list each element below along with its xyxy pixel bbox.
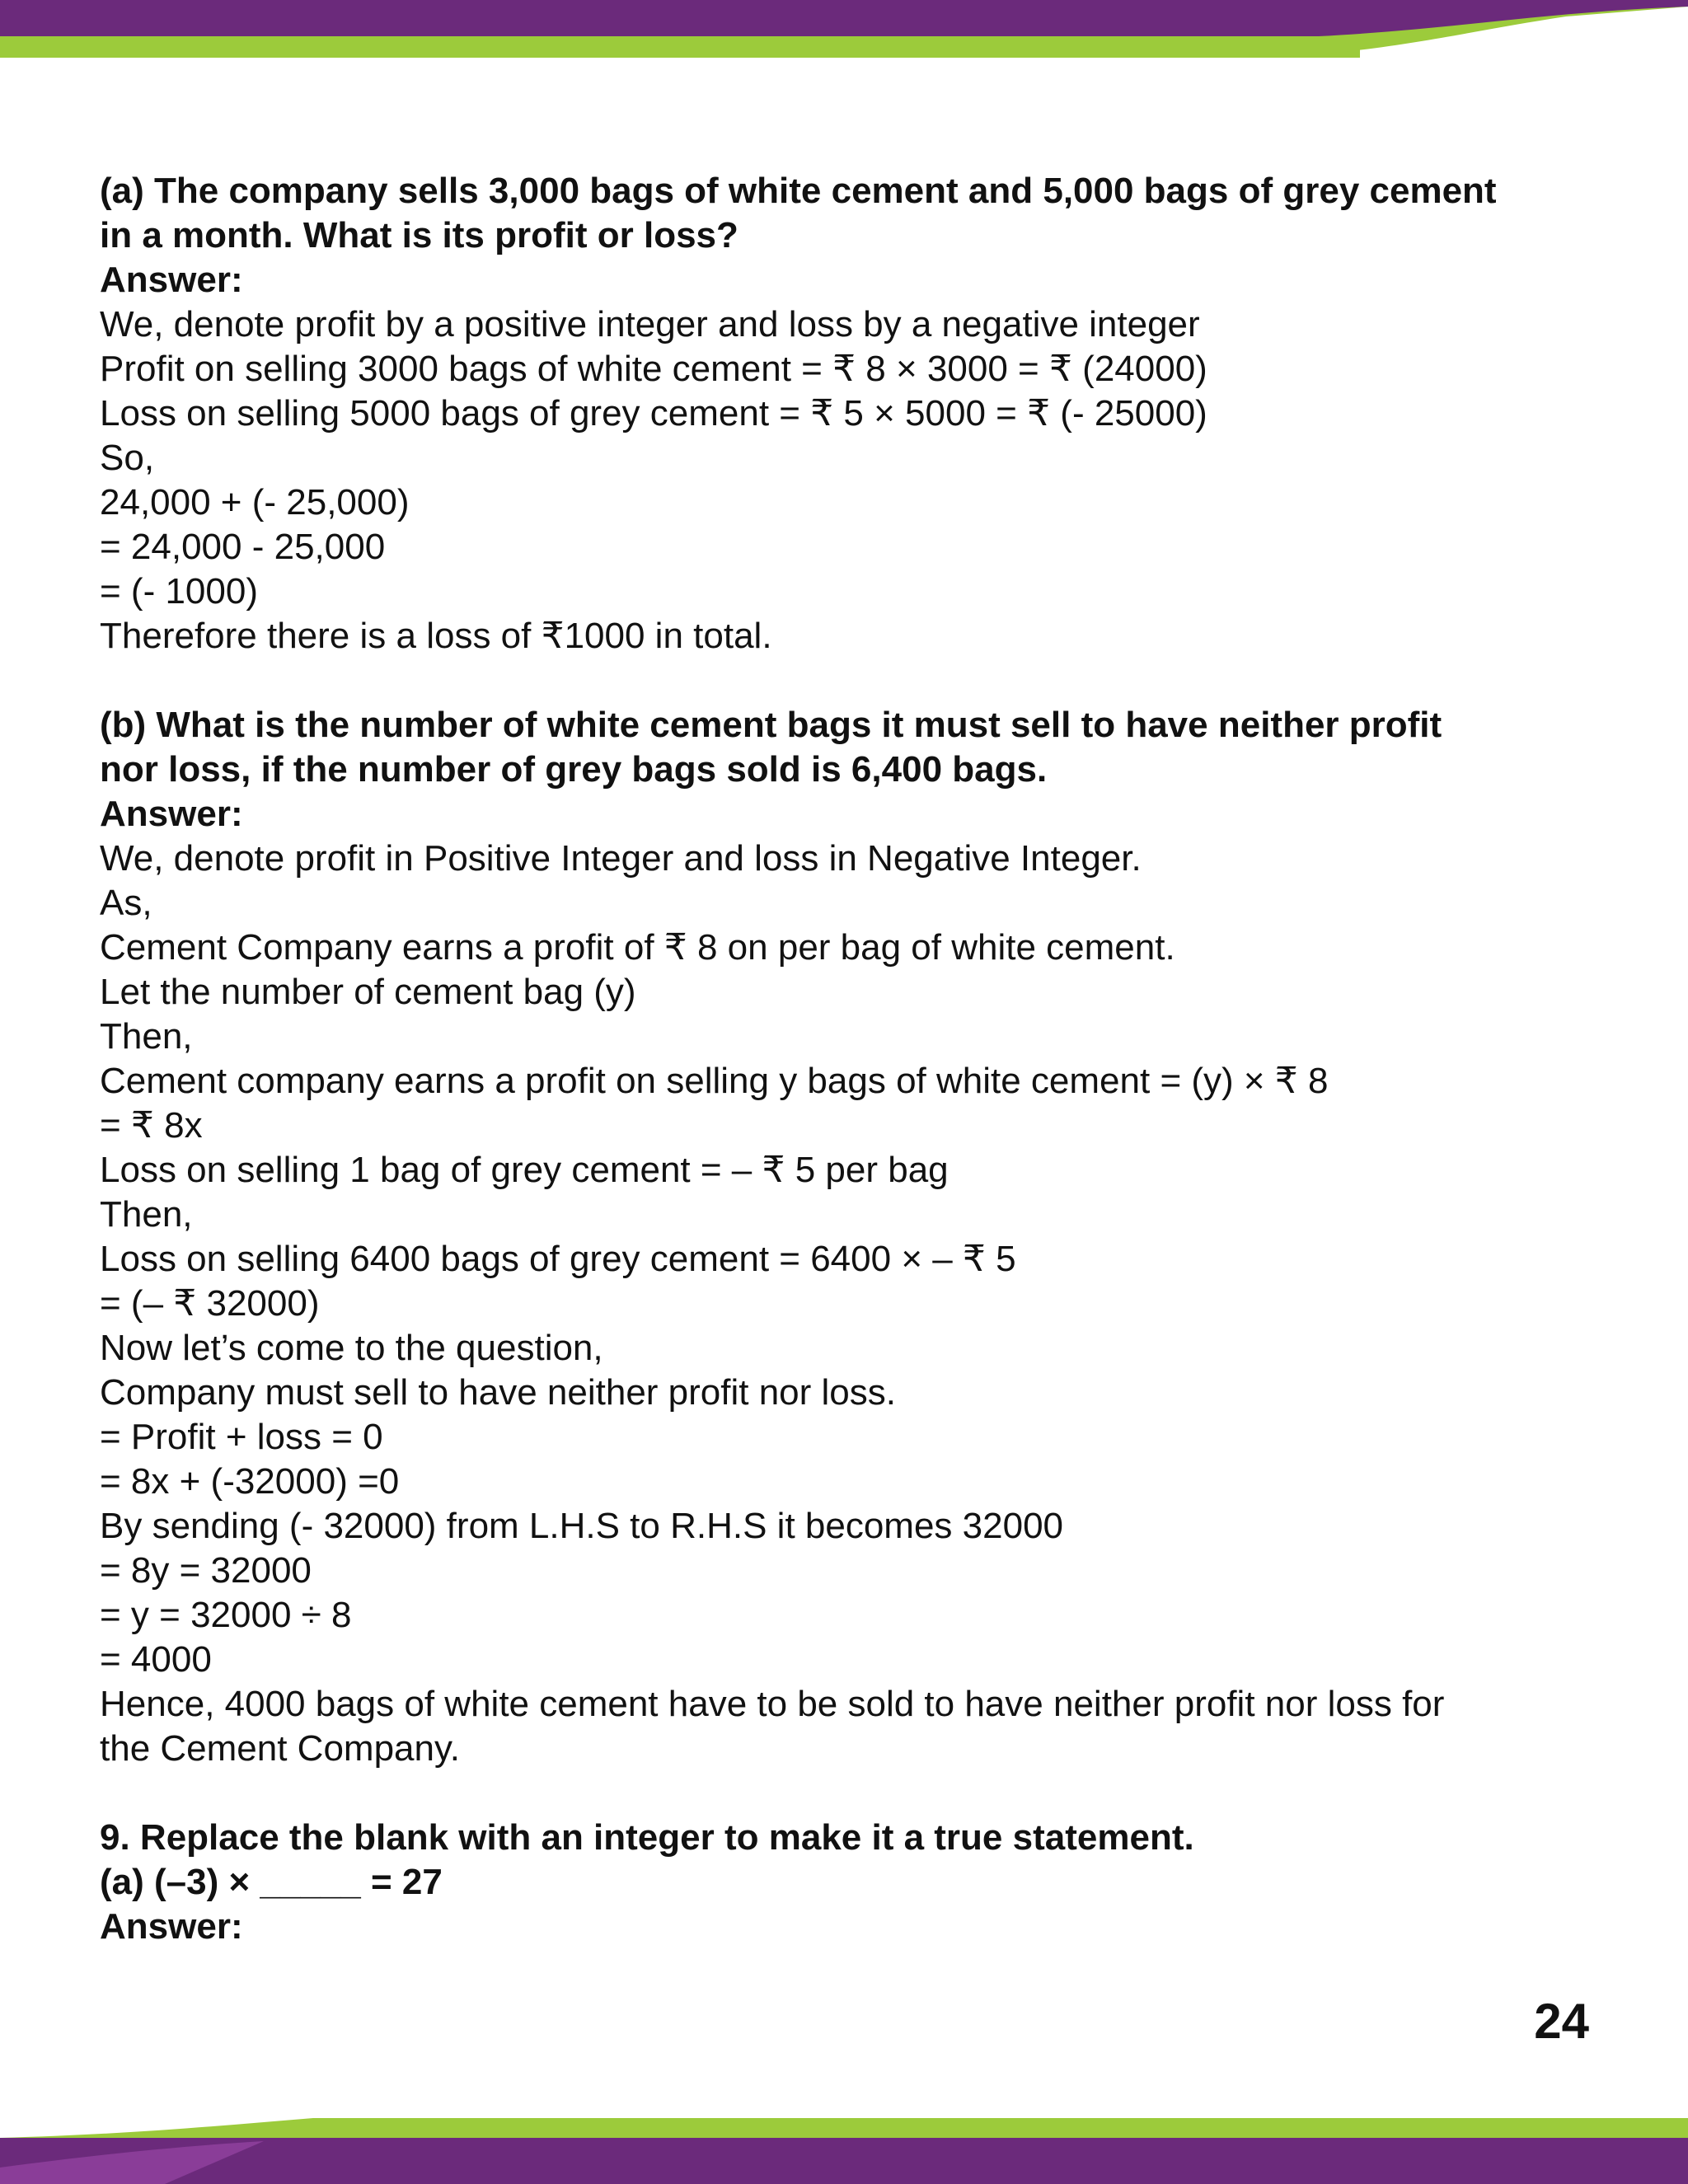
part-b-answer-line: = ₹ 8x bbox=[100, 1105, 203, 1146]
part-a-answer-line: 24,000 + (- 25,000) bbox=[100, 482, 410, 523]
part-b-answer-line: = 8x + (-32000) =0 bbox=[100, 1461, 400, 1502]
part-a-answer-line: So, bbox=[100, 438, 155, 478]
section-spacer bbox=[100, 1771, 1600, 1816]
part-a-answer-label: Answer: bbox=[100, 260, 243, 300]
part-a-question-line-2: in a month. What is its profit or loss? bbox=[100, 215, 738, 255]
part-b-question-line-2: nor loss, if the number of grey bags sold is 6,400 bags. bbox=[100, 749, 1048, 790]
part-b-answer-line: As, bbox=[100, 883, 152, 923]
question-9-section bbox=[100, 1816, 1600, 1949]
footer-band bbox=[0, 2118, 1688, 2184]
part-b-answer-line: Company must sell to have neither profit nor loss. bbox=[100, 1372, 897, 1413]
part-b-answer-line: = 4000 bbox=[100, 1639, 212, 1680]
part-b-answer-line: Cement company earns a profit on selling y bags of white cement = (y) × ₹ 8 bbox=[100, 1061, 1329, 1101]
part-b-answer-line: Loss on selling 1 bag of grey cement = – ₹ 5 per bag bbox=[100, 1150, 949, 1190]
part-a-answer-line: Loss on selling 5000 bags of grey cement = ₹ 5 × 5000 = ₹ (- 25000) bbox=[100, 393, 1207, 434]
question-9-title: 9. Replace the blank with an integer to make it a true statement. bbox=[100, 1817, 1194, 1858]
part-b-answer-line: Now let’s come to the question, bbox=[100, 1328, 603, 1368]
part-b-answer-line: = Profit + loss = 0 bbox=[100, 1417, 383, 1457]
part-b-answer-line: Then, bbox=[100, 1016, 193, 1057]
header-band bbox=[0, 0, 1688, 66]
part-b-answer-line: Then, bbox=[100, 1194, 193, 1235]
part-b-section bbox=[100, 703, 1600, 1771]
part-b-answer-line: = (– ₹ 32000) bbox=[100, 1283, 320, 1324]
part-a-answer-line: = (- 1000) bbox=[100, 571, 258, 612]
part-a-section bbox=[100, 169, 1600, 658]
part-b-question-line-1: (b) What is the number of white cement bags it must sell to have neither profit bbox=[100, 705, 1442, 745]
part-b-answer-line: = y = 32000 ÷ 8 bbox=[100, 1595, 352, 1635]
part-a-answer-line: = 24,000 - 25,000 bbox=[100, 527, 386, 567]
page-content bbox=[100, 169, 1600, 1949]
question-9-answer-label: Answer: bbox=[100, 1906, 243, 1947]
part-b-answer-line: = 8y = 32000 bbox=[100, 1550, 312, 1591]
part-a-answer-line: Therefore there is a loss of ₹1000 in total. bbox=[100, 616, 772, 656]
header-green-stripe bbox=[0, 36, 1360, 58]
part-b-answer-line: Hence, 4000 bags of white cement have to be sold to have neither profit nor loss for bbox=[100, 1684, 1445, 1724]
section-spacer bbox=[100, 658, 1600, 703]
part-b-answer-line: By sending (- 32000) from L.H.S to R.H.S it becomes 32000 bbox=[100, 1506, 1064, 1546]
part-b-answer-line: We, denote profit in Positive Integer and loss in Negative Integer. bbox=[100, 838, 1142, 879]
part-b-answer-line: Cement Company earns a profit of ₹ 8 on per bag of white cement. bbox=[100, 927, 1175, 968]
part-a-question-line-1: (a) The company sells 3,000 bags of white cement and 5,000 bags of grey cement bbox=[100, 171, 1497, 211]
part-a-answer-line: We, denote profit by a positive integer and loss by a negative integer bbox=[100, 304, 1200, 344]
part-b-answer-line: Let the number of cement bag (y) bbox=[100, 972, 636, 1012]
part-a-answer-line: Profit on selling 3000 bags of white cement = ₹ 8 × 3000 = ₹ (24000) bbox=[100, 349, 1207, 389]
part-b-answer-line: the Cement Company. bbox=[100, 1728, 460, 1769]
footer-green-stripe bbox=[0, 2118, 1688, 2138]
part-b-answer-label: Answer: bbox=[100, 794, 243, 834]
page-number: 24 bbox=[1534, 1994, 1589, 2049]
question-9-part-a: (a) (–3) × _____ = 27 bbox=[100, 1862, 443, 1902]
part-b-answer-line: Loss on selling 6400 bags of grey cement = 6400 × – ₹ 5 bbox=[100, 1239, 1016, 1279]
